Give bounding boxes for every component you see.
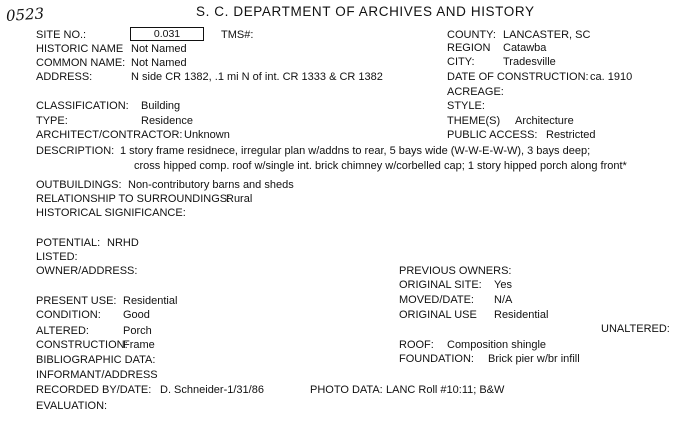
listed-label: LISTED: bbox=[36, 251, 78, 263]
roof-value: Composition shingle bbox=[447, 339, 547, 351]
foundation-value: Brick pier w/br infill bbox=[488, 353, 580, 365]
region-value: Catawba bbox=[503, 42, 547, 54]
description-label: DESCRIPTION: bbox=[36, 145, 115, 157]
city-label: CITY: bbox=[447, 56, 475, 68]
unaltered-label: UNALTERED: bbox=[601, 323, 670, 335]
county-label: COUNTY: bbox=[447, 29, 496, 41]
original-site-value: Yes bbox=[494, 279, 512, 291]
theme-label: THEME(S) bbox=[447, 115, 501, 127]
recorded-by-label: RECORDED BY/DATE: bbox=[36, 384, 152, 396]
classification-value: Building bbox=[141, 100, 181, 112]
description-line-2: cross hipped comp. roof w/single int. brick chimney w/corbelled cap; 1 story hipped porch along front* bbox=[134, 160, 627, 172]
style-label: STYLE: bbox=[447, 100, 485, 112]
common-name-label: COMMON NAME: bbox=[36, 57, 126, 69]
site-no-value: 0.031 bbox=[153, 28, 181, 40]
outbuildings-label: OUTBUILDINGS: bbox=[36, 179, 122, 191]
common-name-value: Not Named bbox=[131, 57, 187, 69]
handwritten-card-number: 0523 bbox=[5, 4, 45, 25]
altered-value: Porch bbox=[123, 325, 152, 337]
condition-label: CONDITION: bbox=[36, 309, 101, 321]
original-site-label: ORIGINAL SITE: bbox=[399, 279, 482, 291]
historical-significance-label: HISTORICAL SIGNIFICANCE: bbox=[36, 207, 186, 219]
address-value: N side CR 1382, .1 mi N of int. CR 1333 & CR 1382 bbox=[131, 71, 383, 83]
outbuildings-value: Non-contributory barns and sheds bbox=[128, 179, 294, 191]
roof-label: ROOF: bbox=[399, 339, 434, 351]
construction-label: CONSTRUCTION: bbox=[36, 339, 128, 351]
architect-label: ARCHITECT/CONTRACTOR: bbox=[36, 129, 183, 141]
relationship-label: RELATIONSHIP TO SURROUNDINGS: bbox=[36, 193, 231, 205]
potential-label: POTENTIAL: bbox=[36, 237, 101, 249]
site-no-label: SITE NO.: bbox=[36, 29, 87, 41]
condition-value: Good bbox=[123, 309, 150, 321]
foundation-label: FOUNDATION: bbox=[399, 353, 474, 365]
potential-value: NRHD bbox=[107, 237, 139, 249]
present-use-value: Residential bbox=[123, 295, 178, 307]
owner-address-label: OWNER/ADDRESS: bbox=[36, 265, 138, 277]
present-use-label: PRESENT USE: bbox=[36, 295, 117, 307]
photo-data-value: LANC Roll #10:11; B&W bbox=[386, 384, 505, 396]
historic-name-value: Not Named bbox=[131, 43, 187, 55]
region-label: REGION bbox=[447, 42, 491, 54]
bibliographic-label: BIBLIOGRAPHIC DATA: bbox=[36, 354, 156, 366]
type-label: TYPE: bbox=[36, 115, 68, 127]
relationship-value: Rural bbox=[226, 193, 253, 205]
date-of-construction-label: DATE OF CONSTRUCTION: bbox=[447, 71, 589, 83]
altered-label: ALTERED: bbox=[36, 325, 89, 337]
historic-name-label: HISTORIC NAME bbox=[36, 43, 124, 55]
tms-label: TMS#: bbox=[221, 29, 254, 41]
description-line-1: 1 story frame residnece, irregular plan w/addns to rear, 5 bays wide (W-W-E-W-W), 3 bays deep; bbox=[120, 145, 591, 157]
evaluation-label: EVALUATION: bbox=[36, 400, 108, 412]
city-value: Tradesville bbox=[503, 56, 556, 68]
informant-label: INFORMANT/ADDRESS bbox=[36, 369, 158, 381]
recorded-by-value: D. Schneider-1/31/86 bbox=[160, 384, 264, 396]
original-use-label: ORIGINAL USE bbox=[399, 309, 477, 321]
classification-label: CLASSIFICATION: bbox=[36, 100, 129, 112]
architect-value: Unknown bbox=[184, 129, 230, 141]
public-access-value: Restricted bbox=[546, 129, 596, 141]
site-no-box bbox=[130, 27, 204, 41]
address-label: ADDRESS: bbox=[36, 71, 93, 83]
date-of-construction-value: ca. 1910 bbox=[590, 71, 633, 83]
county-value: LANCASTER, SC bbox=[503, 29, 591, 41]
public-access-label: PUBLIC ACCESS: bbox=[447, 129, 538, 141]
photo-data-label: PHOTO DATA: bbox=[310, 384, 383, 396]
theme-value: Architecture bbox=[515, 115, 574, 127]
previous-owners-label: PREVIOUS OWNERS: bbox=[399, 265, 512, 277]
original-use-value: Residential bbox=[494, 309, 549, 321]
card-header: S. C. DEPARTMENT OF ARCHIVES AND HISTORY bbox=[196, 4, 535, 19]
acreage-label: ACREAGE: bbox=[447, 86, 504, 98]
moved-date-label: MOVED/DATE: bbox=[399, 294, 474, 306]
construction-value: Frame bbox=[123, 339, 155, 351]
type-value: Residence bbox=[141, 115, 193, 127]
moved-date-value: N/A bbox=[494, 294, 513, 306]
